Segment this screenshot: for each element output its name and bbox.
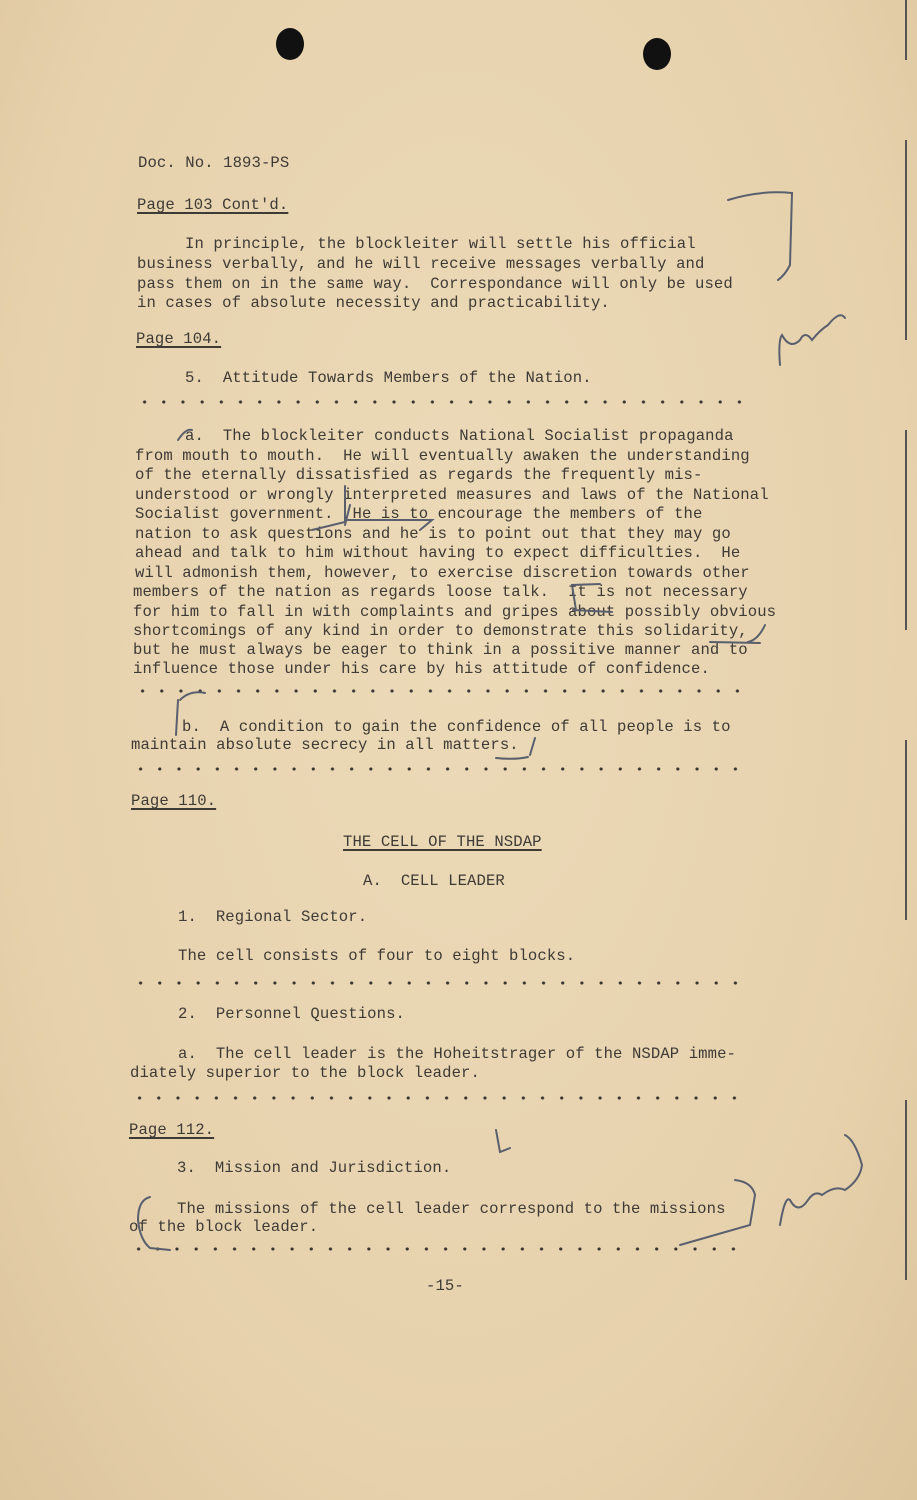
- item-2-heading: 2. Personnel Questions.: [178, 1005, 405, 1023]
- text-line: diately superior to the block leader.: [130, 1064, 480, 1082]
- text-line: from mouth to mouth. He will eventually awaken the understanding: [135, 447, 750, 465]
- text-line: influence those under his care by his attitude of confidence.: [133, 660, 710, 678]
- text-line: in cases of absolute necessity and practicability.: [137, 294, 610, 312]
- text-line: In principle, the blockleiter will settle his official: [185, 235, 696, 253]
- page-110-heading: Page 110.: [131, 792, 217, 810]
- item-1-heading: 1. Regional Sector.: [178, 908, 368, 926]
- text-line: will admonish them, however, to exercise discretion towards other: [135, 564, 750, 582]
- text-line: of the block leader.: [129, 1218, 319, 1236]
- page-number: -15-: [426, 1277, 464, 1295]
- text-line: a. The cell leader is the Hoheitstrager of the NSDAP imme-: [178, 1045, 737, 1063]
- page-104-heading: Page 104.: [136, 330, 222, 348]
- text-line: Socialist government. He is to encourage the members of the: [135, 505, 703, 523]
- text-line: b. A condition to gain the confidence of all people is to: [182, 718, 731, 736]
- section-subtitle: A. CELL LEADER: [363, 872, 505, 890]
- page-112-heading: Page 112.: [129, 1121, 215, 1139]
- text-line: pass them on in the same way. Correspondance will only be used: [137, 275, 733, 293]
- text-line: The missions of the cell leader correspond to the missions: [177, 1200, 726, 1218]
- text-line: business verbally, and he will receive messages verbally and: [137, 255, 705, 273]
- text-line: of the eternally dissatisfied as regards the frequently mis-: [135, 466, 703, 484]
- text-line: understood or wrongly interpreted measures and laws of the National: [135, 486, 769, 504]
- text-line: but he must always be eager to think in a possitive manner and to: [133, 641, 748, 659]
- text-line: maintain absolute secrecy in all matters.: [131, 736, 519, 754]
- section-title: THE CELL OF THE NSDAP: [343, 833, 542, 851]
- item-5-heading: 5. Attitude Towards Members of the Nation.: [185, 369, 592, 387]
- text-line: shortcomings of any kind in order to demonstrate this solidarity,: [133, 622, 748, 640]
- bracket-mark: [728, 192, 792, 280]
- text-line: nation to ask questions and he is to point out that they may go: [135, 525, 731, 543]
- page-103-heading: Page 103 Cont'd.: [137, 196, 289, 214]
- text-line: for him to fall in with complaints and gripes about possibly obvious: [133, 603, 777, 621]
- item-3-heading: 3. Mission and Jurisdiction.: [177, 1159, 452, 1177]
- text-line: a. The blockleiter conducts National Socialist propaganda: [185, 427, 734, 445]
- text-line: The cell consists of four to eight blocks.: [178, 947, 576, 965]
- initials-mark: [779, 315, 845, 365]
- text-line: ahead and talk to him without having to expect difficulties. He: [135, 544, 741, 562]
- text-line: members of the nation as regards loose talk. It is not necessary: [133, 583, 748, 601]
- document-number: Doc. No. 1893-PS: [138, 154, 290, 172]
